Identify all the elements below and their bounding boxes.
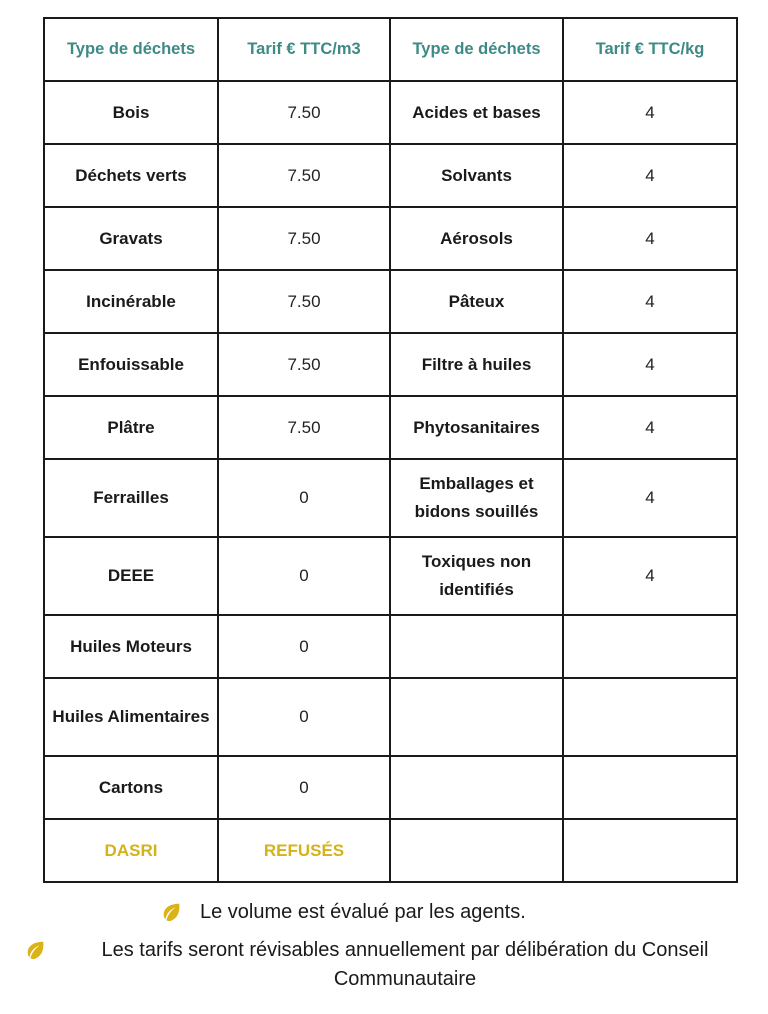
- right-price: 4: [563, 333, 737, 396]
- left-waste-type: Incinérable: [44, 270, 218, 333]
- right-price: [563, 678, 737, 756]
- dasri-status: REFUSÉS: [218, 819, 390, 882]
- table-row: [44, 615, 737, 678]
- right-waste-type: [390, 756, 563, 819]
- header-right-price: Tarif € TTC/kg: [563, 18, 737, 81]
- empty-cell: [390, 819, 563, 882]
- table-row: [44, 459, 737, 537]
- tarifs-table: [43, 17, 738, 883]
- left-price: 0: [218, 756, 390, 819]
- right-price: 4: [563, 537, 737, 615]
- right-price: [563, 756, 737, 819]
- left-price: 0: [218, 678, 390, 756]
- left-waste-type: Plâtre: [44, 396, 218, 459]
- left-price: 0: [218, 537, 390, 615]
- left-waste-type: Huiles Alimentaires: [44, 678, 218, 756]
- right-waste-type: Acides et bases: [390, 81, 563, 144]
- left-price: 7.50: [218, 81, 390, 144]
- table-row: [44, 756, 737, 819]
- left-waste-type: Ferrailles: [44, 459, 218, 537]
- left-price: 7.50: [218, 144, 390, 207]
- right-price: 4: [563, 270, 737, 333]
- right-waste-type: [390, 615, 563, 678]
- left-waste-type: Huiles Moteurs: [44, 615, 218, 678]
- right-waste-type: Pâteux: [390, 270, 563, 333]
- right-price: 4: [563, 81, 737, 144]
- left-price: 0: [218, 615, 390, 678]
- left-price: 7.50: [218, 270, 390, 333]
- leaf-icon: [24, 939, 46, 961]
- table-row: [44, 270, 737, 333]
- empty-cell: [563, 819, 737, 882]
- right-waste-type: Filtre à huiles: [390, 333, 563, 396]
- left-waste-type: Gravats: [44, 207, 218, 270]
- right-waste-type: Emballages et bidons souillés: [390, 459, 563, 537]
- left-price: 7.50: [218, 207, 390, 270]
- table-row: [44, 333, 737, 396]
- right-price: 4: [563, 144, 737, 207]
- left-waste-type: Enfouissable: [44, 333, 218, 396]
- right-price: [563, 615, 737, 678]
- table-row: [44, 678, 737, 756]
- note-volume: Le volume est évalué par les agents.: [200, 901, 526, 923]
- dasri-type: DASRI: [44, 819, 218, 882]
- table-row: [44, 81, 737, 144]
- left-waste-type: Cartons: [44, 756, 218, 819]
- table-row: [44, 144, 737, 207]
- left-waste-type: Déchets verts: [44, 144, 218, 207]
- header-row: [44, 18, 737, 81]
- left-price: 7.50: [218, 333, 390, 396]
- right-waste-type: Aérosols: [390, 207, 563, 270]
- table-row-dasri: [44, 819, 737, 882]
- right-waste-type: Solvants: [390, 144, 563, 207]
- right-price: 4: [563, 207, 737, 270]
- left-waste-type: DEEE: [44, 537, 218, 615]
- right-waste-type: Phytosanitaires: [390, 396, 563, 459]
- left-price: 7.50: [218, 396, 390, 459]
- right-waste-type: [390, 678, 563, 756]
- table-row: [44, 207, 737, 270]
- header-right-type: Type de déchets: [390, 18, 563, 81]
- leaf-icon: [160, 901, 182, 923]
- table-row: [44, 537, 737, 615]
- header-left-price: Tarif € TTC/m3: [218, 18, 390, 81]
- header-left-type: Type de déchets: [44, 18, 218, 81]
- right-price: 4: [563, 459, 737, 537]
- left-price: 0: [218, 459, 390, 537]
- right-price: 4: [563, 396, 737, 459]
- left-waste-type: Bois: [44, 81, 218, 144]
- note-tarifs: Les tarifs seront révisables annuellement par délibération du Conseil Communautaire: [101, 939, 709, 990]
- table-row: [44, 396, 737, 459]
- right-waste-type: Toxiques non identifiés: [390, 537, 563, 615]
